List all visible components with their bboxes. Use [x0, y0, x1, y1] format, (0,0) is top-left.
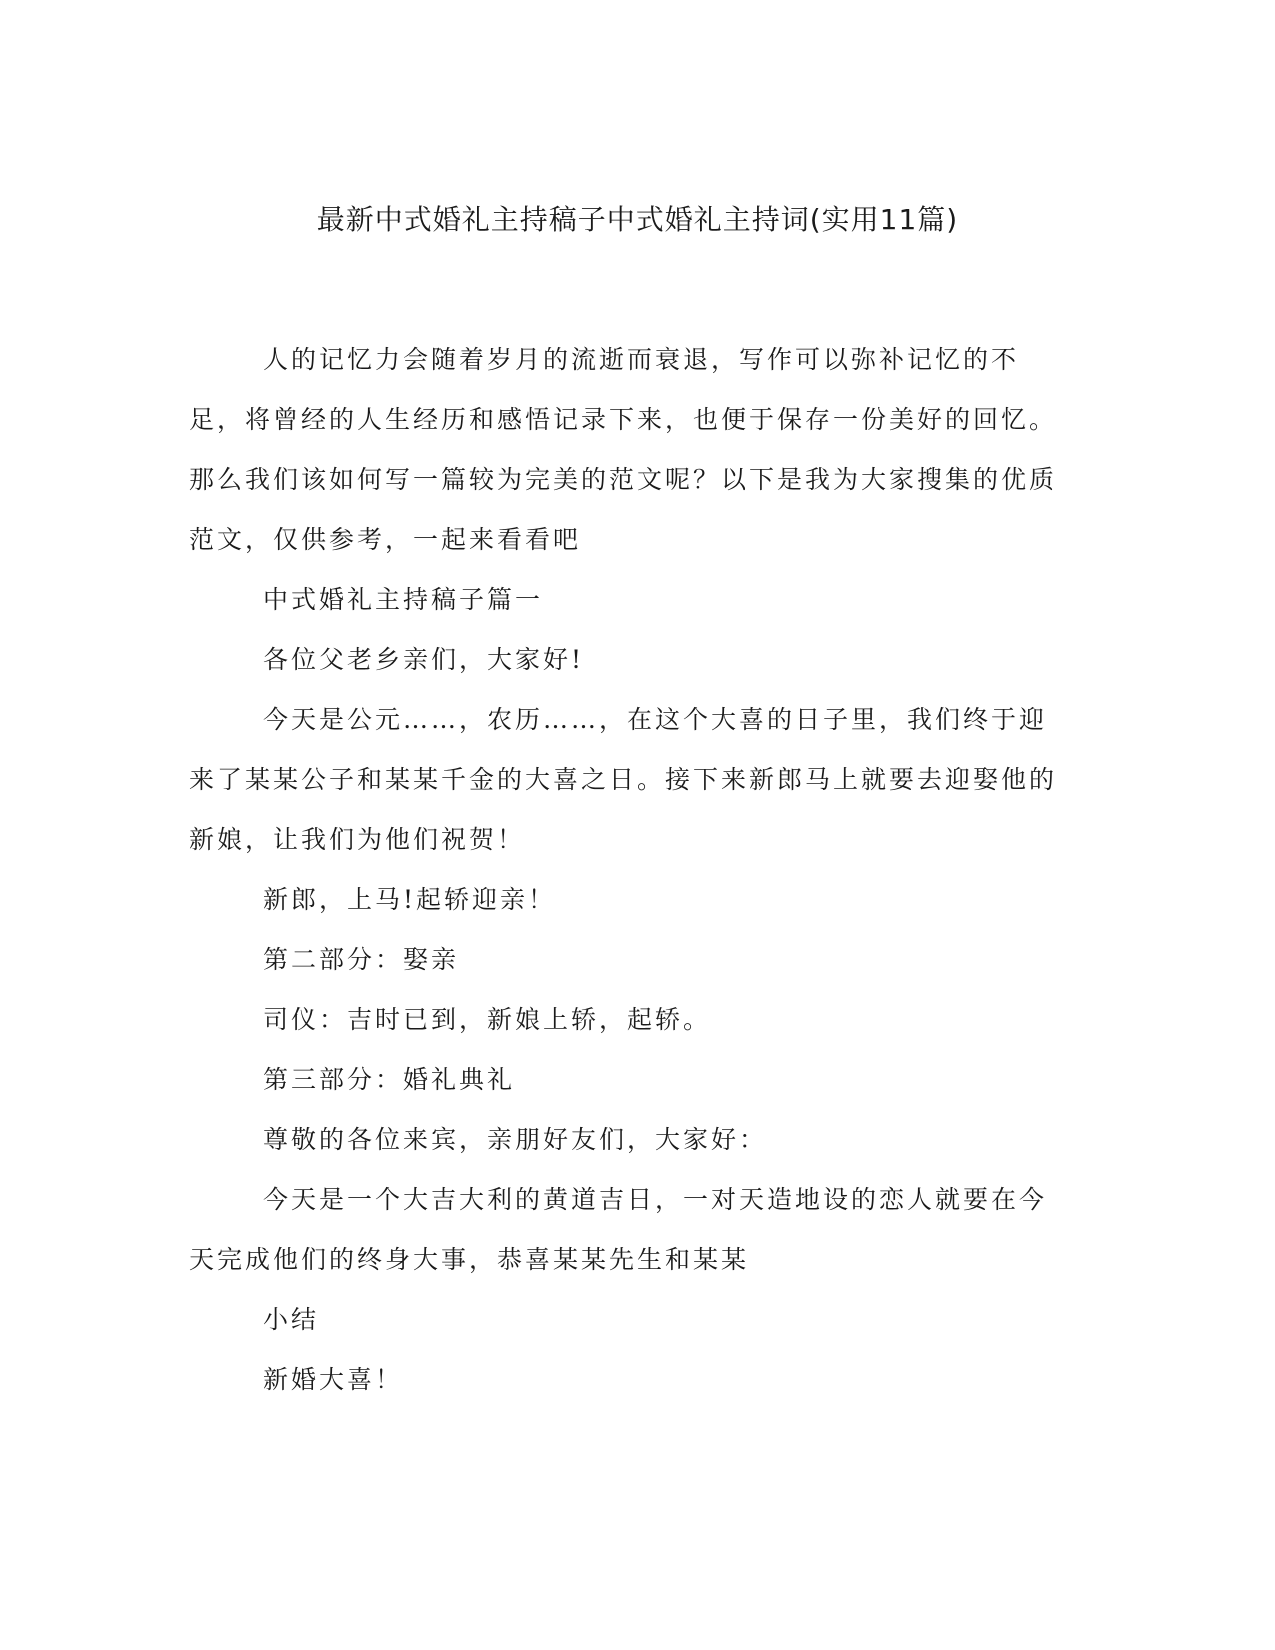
groom-paragraph: 新郎，上马!起轿迎亲！	[263, 885, 557, 914]
part-two-heading: 第二部分：娶亲	[263, 945, 460, 974]
officiant-paragraph: 司仪：吉时已到，新娘上轿，起轿。	[263, 1005, 712, 1034]
summary-heading: 小结	[263, 1305, 320, 1334]
section-heading: 中式婚礼主持稿子篇一	[263, 585, 544, 614]
closing-paragraph: 新婚大喜！	[263, 1365, 404, 1394]
guests-greeting-paragraph: 尊敬的各位来宾，亲朋好友们，大家好：	[263, 1125, 768, 1154]
greeting-paragraph: 各位父老乡亲们，大家好!	[263, 645, 585, 674]
ceremony-paragraph: 今天是一个大吉大利的黄道吉日，一对天造地设的恋人就要在今天完成他们的终身大事，恭喜某某先生和某某	[189, 1185, 1048, 1274]
document-body	[189, 330, 1069, 1410]
intro-paragraph: 人的记忆力会随着岁月的流逝而衰退，写作可以弥补记忆的不足，将曾经的人生经历和感悟记录下来，也便于保存一份美好的回忆。那么我们该如何写一篇较为完美的范文呢？以下是我为大家搜集的优质范文，仅供参考，一起来看看吧	[189, 345, 1058, 554]
opening-paragraph: 今天是公元……，农历……，在这个大喜的日子里，我们终于迎来了某某公子和某某千金的大喜之日。接下来新郎马上就要去迎娶他的新娘，让我们为他们祝贺！	[189, 705, 1058, 854]
document-title: 最新中式婚礼主持稿子中式婚礼主持词(实用11篇)	[316, 203, 959, 236]
part-three-heading: 第三部分：婚礼典礼	[263, 1065, 516, 1094]
